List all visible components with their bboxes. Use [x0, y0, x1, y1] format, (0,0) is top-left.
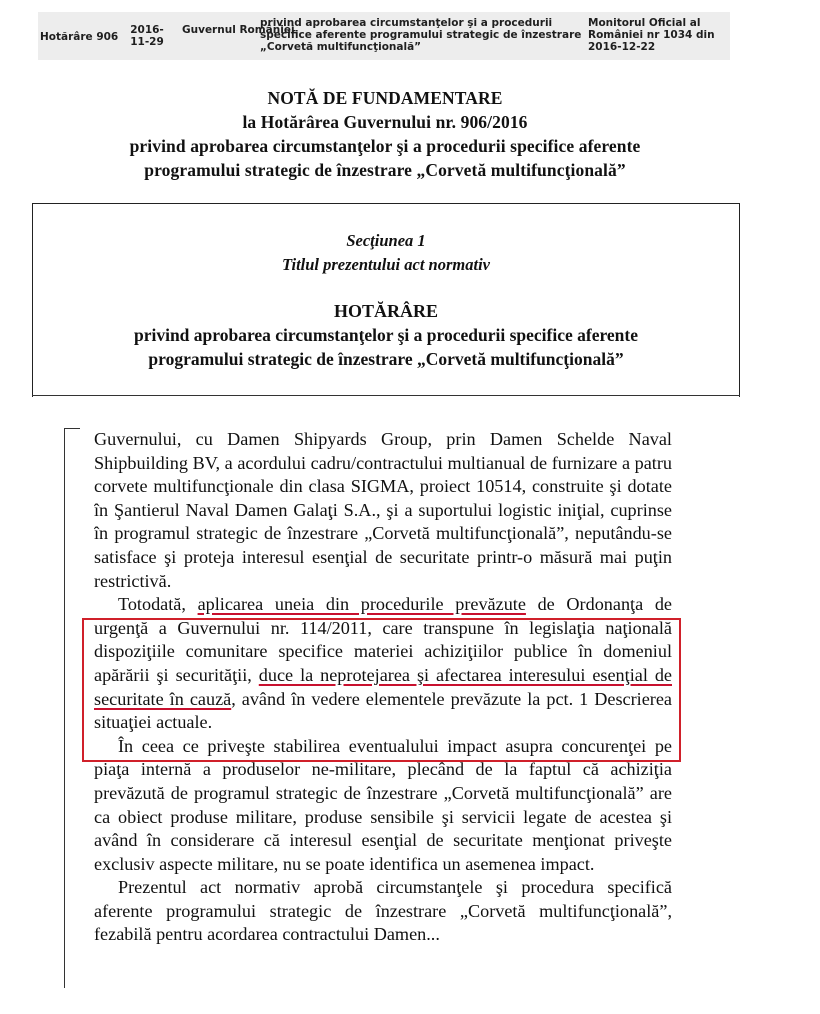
publication-info: Monitorul Oficial al României nr 1034 din 2016-12-22 — [588, 17, 715, 53]
act-title-line-1: privind aprobarea circumstanţelor şi a procedurii specifice aferente — [133, 325, 639, 345]
title-line-3: privind aprobarea circumstanţelor şi a procedurii specifice aferente — [129, 136, 641, 156]
title-line-1: NOTĂ DE FUNDAMENTARE — [267, 88, 503, 108]
paragraph-2 — [94, 593, 672, 735]
paragraph-1: Guvernului, cu Damen Shipyards Group, prin Damen Schelde Naval Shipbuilding BV, a acordului cadru/contractului multianual de furnizare a patru corvete multifuncţionale din clasa SIGMA, proiect 10514, construite şi dotate în Şantierul Naval Damen Galaţi S.A., şi a suportului logistic iniţial, cuprinse în programul strategic de înzestrare „Corvetă multifuncţională”, neputându-se satisface şi proteja interesul esenţial de securitate printr-o măsură mai puţin restrictivă. — [94, 429, 672, 591]
table-left-border — [64, 428, 65, 988]
underlined-phrase-2: duce la neprotejarea şi afectarea interesului esenţial de securitate în cauză — [94, 664, 672, 709]
act-type: Hotărâre 906 — [40, 31, 119, 43]
act-title: HOTĂRÂRE — [333, 301, 438, 321]
section-1-box — [32, 203, 740, 397]
paragraph-3: În ceea ce priveşte stabilirea eventualului impact asupra concurenţei pe piaţa internă a produselor ne-militare, plecând de la faptul că achiziţia prevăzută de programul strategic de înzestrare „Corvetă multifuncţională” are ca obiect produse militare, produse sensibile şi servicii legate de acestea şi având în considerare că interesul esenţial de securitate menţionat priveşte exclusiv aspecte militare, nu se poate identifica un asemenea impact. — [94, 735, 672, 874]
act-heading — [33, 299, 739, 371]
paragraph-2-start: Totodată, — [118, 594, 198, 615]
act-date: 2016-11-29 — [130, 24, 164, 48]
section-heading — [33, 229, 739, 277]
act-subject: privind aprobarea circumstanţelor şi a procedurii specifice aferente programului strategic de înzestrare „Corvetă multifuncţională” — [260, 17, 582, 53]
section-sublabel: Titlul prezentului act normativ — [282, 255, 490, 274]
paragraph-2-middle: de Ordonanţa de urgenţă a Guvernului nr. 114/2011, care transpune în legislaţia naţională dispoziţiile comunitare specifice materiei achiziţiilor publice în domeniul apărării şi securităţii, — [94, 594, 672, 685]
act-issuer: Guvernul României — [182, 24, 295, 36]
act-title-line-2: programului strategic de înzestrare „Corvetă multifuncţională” — [148, 349, 624, 369]
paragraph-4: Prezentul act normativ aprobă circumstanţele şi procedura specifică aferente programului strategic de înzestrare „Corvetă multifuncţională”, fezabilă pentru acordarea contractului Damen... — [94, 877, 672, 945]
section-divider — [32, 395, 740, 396]
title-line-2: la Hotărârea Guvernului nr. 906/2016 — [242, 112, 528, 132]
document-title — [40, 86, 730, 182]
paragraph-2-end: , având în vedere elementele prevăzute la pct. 1 Descrierea situaţiei actuale. — [94, 688, 672, 733]
title-line-4: programului strategic de înzestrare „Corvetă multifuncţională” — [144, 160, 626, 180]
body-text — [94, 428, 672, 984]
underlined-phrase-1: aplicarea uneia din procedurile prevăzute — [197, 594, 526, 615]
table-top-border — [64, 428, 80, 429]
section-label: Secţiunea 1 — [346, 231, 426, 250]
document-metadata-strip — [38, 12, 730, 60]
